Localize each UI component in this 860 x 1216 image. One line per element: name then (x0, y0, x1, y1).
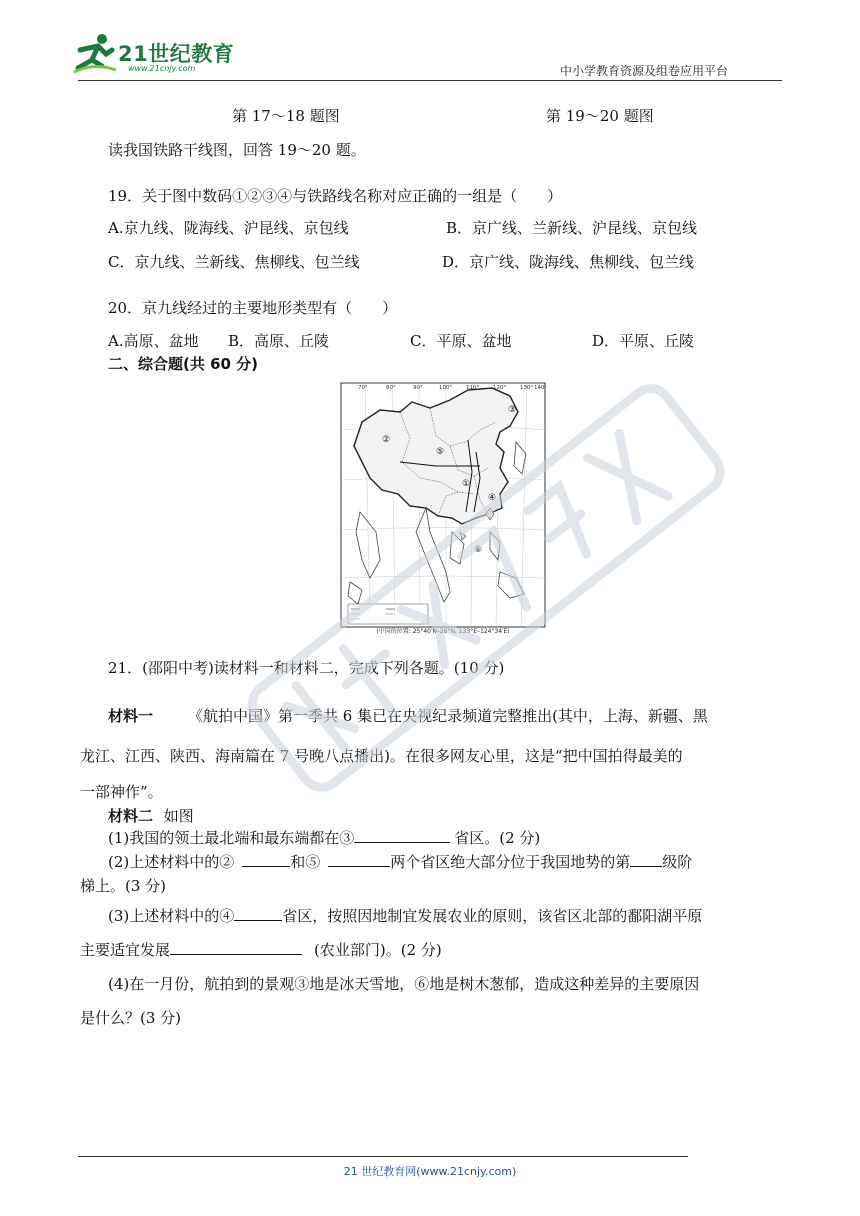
q19-option-b: B．京广线、兰新线、沪昆线、京包线 (446, 219, 698, 237)
map-marker-4: ④ (488, 493, 497, 503)
lon-label: 70° (358, 385, 368, 391)
part-2-blank-2[interactable] (328, 852, 390, 867)
q21-stem: 21．(邵阳中考)读材料一和材料二，完成下列各题。(10 分) (108, 659, 505, 677)
part-1-blank[interactable] (354, 828, 450, 843)
q19-option-a: A.京九线、陇海线、沪昆线、京包线 (108, 219, 349, 237)
map-marker-2: ② (382, 435, 391, 445)
q20-stem: 20．京九线经过的主要地形类型有（ ） (108, 299, 398, 317)
part-1-text-b: 省区。(2 分) (454, 829, 541, 847)
part-2-text-d: 级阶 (662, 853, 693, 871)
map-marker-5: ⑤ (436, 447, 445, 457)
logo-subtext: www.21cnjy.com (128, 64, 196, 73)
material-1-line-1: 《航拍中国》第一季共 6 集已在央视纪录频道完整推出(其中，上海、新疆、黑 (188, 707, 708, 725)
lon-label: 130° (520, 385, 534, 391)
q19-stem: 19．关于图中数码①②③④与铁路线名称对应正确的一组是（ ） (108, 187, 563, 205)
material-2-text: 如图 (163, 807, 194, 825)
material-1-label: 材料一 (108, 707, 154, 725)
material-1-line-3: 一部神作”。 (80, 783, 163, 801)
q19-option-c: C．京九线、兰新线、焦柳线、包兰线 (108, 253, 360, 271)
part-3-text-c: 主要适宜发展 (80, 941, 171, 959)
map-marker-3: ③ (508, 405, 517, 415)
part-4-text-a: (4)在一月份，航拍到的景观③地是冰天雪地，⑥地是树木葱郁，造成这种差异的主要原因 (108, 975, 700, 993)
header-platform-name: 中小学教育资源及组卷应用平台 (560, 64, 729, 78)
header-divider (78, 80, 782, 81)
part-4-text-b: 是什么？(3 分) (80, 1009, 182, 1027)
material-1-line-2: 龙江、江西、陕西、海南篇在 7 号晚八点播出)。在很多网友心里，这是“把中国拍得最美的 (80, 747, 683, 765)
china-map-figure (340, 382, 546, 628)
part-2-blank-3[interactable] (630, 852, 662, 867)
part-2-text-b: 和⑤ (290, 853, 321, 871)
footer-text: 21 世纪教育网(www.21cnjy.com) (343, 1165, 517, 1178)
site-logo (72, 32, 242, 80)
part-3-text-d: (农业部门)。(2 分) (314, 941, 442, 959)
lon-label: 120° (493, 385, 507, 391)
logo-text: 21世纪教育 (118, 42, 235, 66)
part-3-blank-2[interactable] (170, 940, 302, 955)
part-2-blank-1[interactable] (242, 852, 290, 867)
part-3-blank-1[interactable] (234, 906, 282, 921)
part-3-text-b: 省区，按照因地制宜发展农业的原则，该省区北部的鄱阳湖平原 (282, 907, 703, 925)
map-caption: (中国的位置: 25°40′N–26°N, 123°E–124°34′E) (376, 628, 510, 635)
part-1-text-a: (1)我国的领土最北端和最东端都在③ (108, 829, 355, 847)
q19-option-d: D．京广线、陇海线、焦柳线、包兰线 (442, 253, 695, 271)
q20-option-a: A.高原、盆地 (108, 332, 199, 350)
lon-label: 90° (413, 385, 423, 391)
section-heading: 二、综合题(共 60 分) (108, 355, 259, 373)
material-2-label: 材料二 (108, 807, 154, 825)
lon-label: 140° (534, 385, 546, 391)
intro-text: 读我国铁路干线图，回答 19～20 题。 (108, 141, 366, 159)
lon-label: 80° (386, 385, 396, 391)
footer-divider (78, 1156, 688, 1157)
q20-option-c: C．平原、盆地 (410, 332, 512, 350)
map-marker-6: ⑥ (474, 545, 483, 555)
q20-option-d: D．平原、丘陵 (592, 332, 695, 350)
lon-label: 100° (439, 385, 453, 391)
part-2-text-c: 两个省区绝大部分位于我国地势的第 (390, 853, 631, 871)
caption-right: 第 19～20 题图 (546, 107, 654, 125)
china-map-icon (340, 382, 546, 628)
part-2-text-a: (2)上述材料中的② (108, 853, 235, 871)
lon-label: 110° (466, 385, 480, 391)
part-3-text-a: (3)上述材料中的④ (108, 907, 235, 925)
caption-left: 第 17～18 题图 (232, 107, 340, 125)
runner-logo-icon (72, 32, 118, 76)
part-2-text-e: 梯上。(3 分) (80, 877, 167, 895)
map-marker-1: ① (462, 479, 471, 489)
q20-option-b: B．高原、丘陵 (228, 332, 330, 350)
